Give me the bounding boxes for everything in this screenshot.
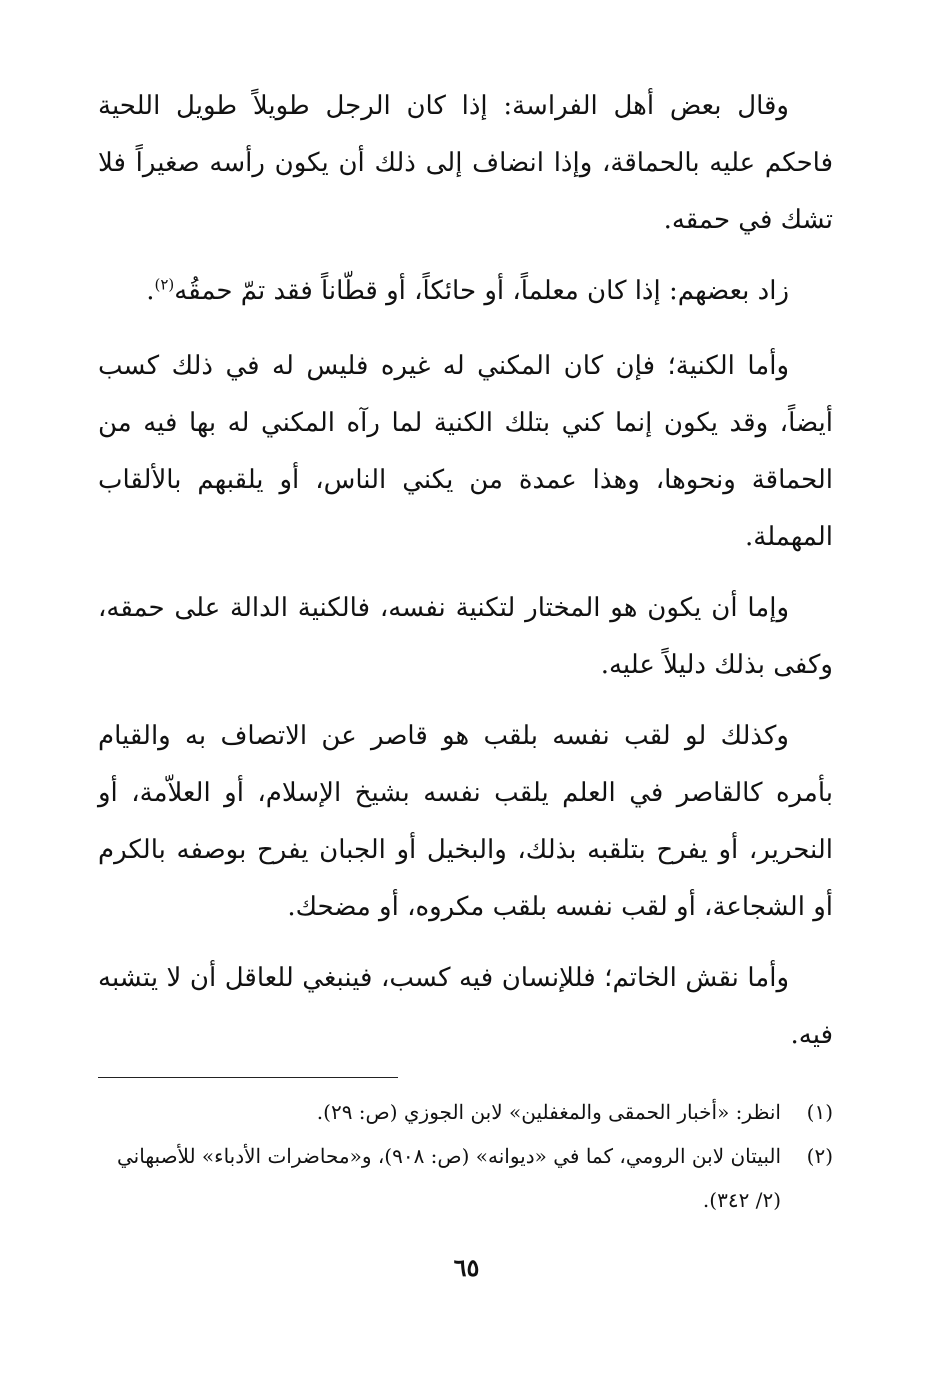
footnote-number: (١): [806, 1100, 833, 1124]
paragraph-self-kunya: [98, 580, 833, 694]
footnotes: [98, 1090, 833, 1222]
page-number: ٦٥: [453, 1253, 480, 1282]
paragraph-text: وإما أن يكون هو المختار لتكنية نفسه، فالكنية الدالة على حمقه، وكفى بذلك دليلاً عليه.: [98, 593, 833, 680]
footnote-1: [98, 1090, 833, 1134]
paragraph-text: وكذلك لو لقب نفسه بلقب هو قاصر عن الاتصاف به والقيام بأمره كالقاصر في العلم يلقب نفسه بشيخ الإسلام، أو العلاّمة، أو النحرير، أو يفرح بتلقبه بذلك، والبخيل أو الجبان يفرح بوصفه بالكرم أو الشجاعة، أو لقب نفسه بلقب مكروه، أو مضحك.: [98, 721, 833, 922]
paragraph-addition: [98, 263, 833, 320]
paragraph-physiognomy: [98, 78, 833, 249]
footnote-number: (٢): [806, 1144, 833, 1168]
footnote-2: [98, 1134, 833, 1222]
paragraph-tail: .: [146, 276, 155, 306]
paragraph-text: زاد بعضهم: إذا كان معلماً، أو حائكاً، أو قطّاناً فقد تمّ حمقُه: [174, 276, 789, 306]
main-text: [98, 78, 833, 1078]
paragraph-title: [98, 708, 833, 936]
paragraph-kunya: [98, 338, 833, 566]
footnote-text: البيتان لابن الرومي، كما في «ديوانه» (ص: ٩٠٨)، و«محاضرات الأدباء» للأصبهاني (٢/ ٣٤٢).: [116, 1144, 781, 1212]
footnote-divider: [98, 1077, 398, 1078]
paragraph-text: وقال بعض أهل الفراسة: إذا كان الرجل طويلاً طويل اللحية فاحكم عليه بالحماقة، وإذا انضاف إلى ذلك أن يكون رأسه صغيراً فلا تشك في حمقه.: [98, 91, 833, 235]
footnote-reference-2[interactable]: (٢): [154, 275, 175, 294]
paragraph-text: وأما نقش الخاتم؛ فللإنسان فيه كسب، فينبغي للعاقل أن لا يتشبه فيه.: [98, 963, 833, 1050]
paragraph-ring-engraving: [98, 950, 833, 1064]
footnote-text: انظر: «أخبار الحمقى والمغفلين» لابن الجوزي (ص: ٢٩).: [316, 1100, 781, 1124]
paragraph-text: وأما الكنية؛ فإن كان المكني له غيره فليس له في ذلك كسب أيضاً، وقد يكون إنما كني بتلك الكنية لما رآه المكني له بها فيه من الحماقة ونحوها، وهذا عمدة من يكني الناس، أو يلقبهم بالألقاب المهملة.: [98, 351, 833, 552]
